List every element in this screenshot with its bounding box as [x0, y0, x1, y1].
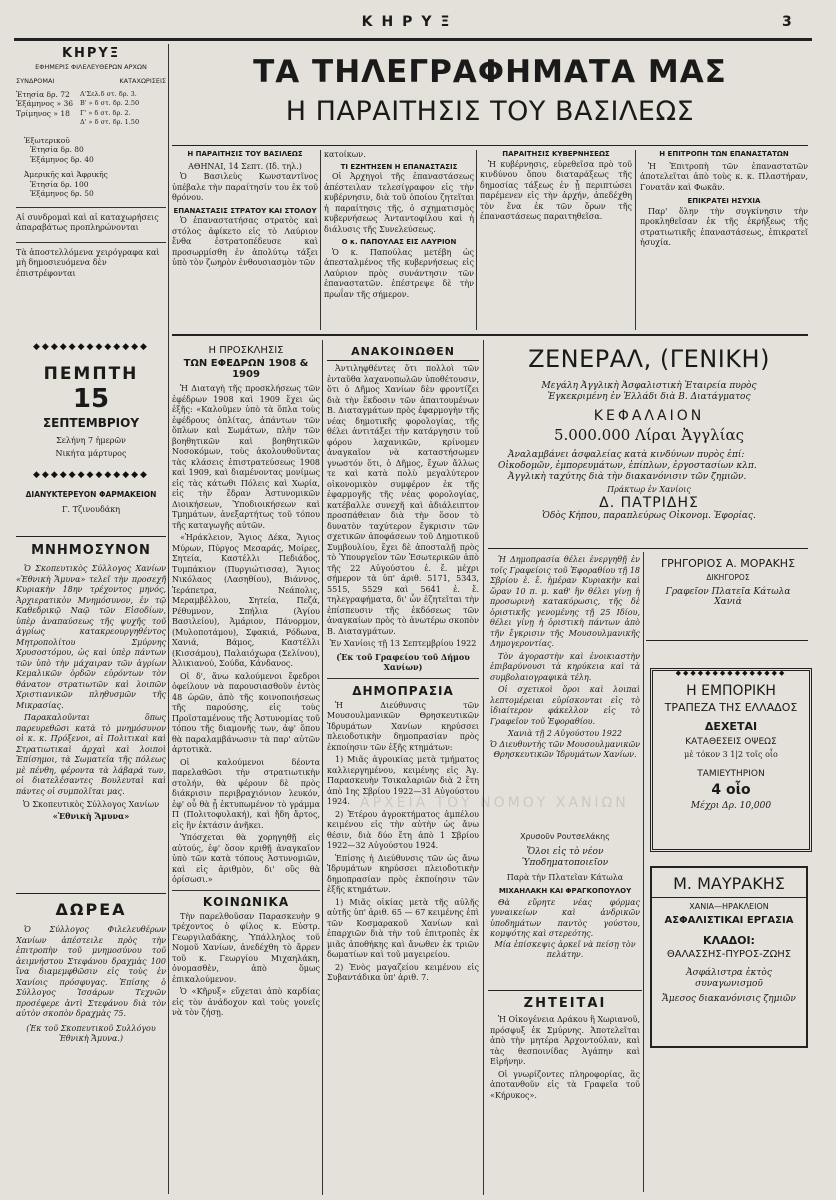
zeneral-insurance-ad [490, 345, 808, 540]
dorea-signed: (Ἐκ τοῦ Σκοπευτικοῦ Συλλόγου Ἐθνικὴ Ἄμυνα.) [26, 1023, 156, 1043]
section-rule [488, 548, 808, 549]
lawyer-name: ΓΡΗΓΟΡΙΟΣ Α. ΜΟΡΑΚΗΣ [660, 557, 796, 570]
rate-line: Ἑξάμηνος δρ. 40 [30, 154, 94, 164]
zeneral-line1: Μεγάλη Ἀγγλικὴ Ἀσφαλιστικὴ Ἑταιρεία πυρὸς [541, 381, 757, 391]
shoes-body4: Μία ἐπίσκεψις ἀρκεῖ νὰ πείσῃ τὸν πελάτην. [494, 939, 636, 959]
rate-line: Ἐτησία δρ. 80 [30, 145, 84, 154]
bank-savings-rate: 4 οἷο [711, 781, 751, 798]
telegram-col-3 [480, 150, 632, 330]
ad-rates [80, 90, 166, 128]
month: ΣΕΠΤΕΜΒΡΙΟΥ [42, 416, 140, 430]
agent-label: Πράκτωρ ἐν Χανίοις [607, 484, 691, 494]
capital-amount: 5.000.000 Λίραι Ἀγγλίας [553, 426, 745, 444]
telegram-heading: ΠΑΡΑΙΤΗΣΙΣ ΚΥΒΕΡΝΗΣΕΩΣ [502, 150, 610, 158]
mnimosynon-title: ΜΝΗΜΟΣΥΝΟΝ [31, 543, 151, 558]
paper-subtitle: ΕΦΗΜΕΡΙΣ ΦΙΛΕΛΕΥΘΕΡΩΝ ΑΡΧΩΝ [35, 63, 147, 71]
ornament-border-top: ◆◆◆◆◆◆◆◆◆◆◆◆◆◆◆ [675, 669, 787, 677]
headline-rule [172, 145, 808, 146]
rate-line: Ἐτησία δρ. 100 [30, 179, 89, 189]
mavrakis-insurance-ad [650, 866, 808, 1048]
rate-line: Γ' » δ στ. δρ. 2. [80, 108, 131, 117]
mnimosynon-body2: Παρακαλοῦνται ὅπως παρευρεθῶσι κατὰ τὸ μνημόσυνον οἱ κ. κ. Πρόξενοι, αἱ Πολιτικαὶ καὶ Στρατιωτικαὶ ἀρχαὶ καὶ λοιποὶ Ἐπίσημοι, τὰ Σωματεῖα τῆς πόλεως μὲ πένθη, φέροντα τὰ λάβαρά των, οἱ διατελέσαντες Βουλευταὶ καὶ πάντες οἱ συμπολῖται μας. [16, 713, 166, 796]
bank-deposits: ΚΑΤΑΘΕΣΕΙΣ ΟΨΕΩΣ [685, 737, 777, 747]
shoes-body: Ὅλοι εἰς τὸ νέον Ὑποδηματοποιεῖον [521, 847, 609, 868]
diamond-border-bottom: ◆◆◆◆◆◆◆◆◆◆◆◆◆ [33, 470, 149, 480]
exterior-title: Ἐξωτερικοῦ [24, 135, 70, 145]
lawyer-city: Χανιά [714, 597, 742, 607]
rate-line: Ἑξάμηνος » 36 [16, 99, 74, 108]
announcement-article [327, 345, 479, 1200]
main-subheadline: Η ΠΑΡΑΙΤΗΣΙΣ ΤΟΥ ΒΑΣΙΛΕΩΣ [285, 96, 695, 127]
bank-title: Η ΕΜΠΟΡΙΚΗ [686, 683, 776, 699]
wanted-title: ΖΗΤΕΙΤΑΙ [523, 996, 607, 1011]
telegram-body: Ἡ κυβέρνησις, εὑρεθεῖσα πρὸ τοῦ κινδύνου ὅπου διαταράξεως τῆς δημοσίας τάξεως ἐν ᾗ περιπτώσει παρέμενεν εἰς τὴν ἀρχήν, ἀπεδέχθη τὸν ἕνα ἐκ τῶν ὅρων τῆς ἐπαναστάσεως παραιτηθεῖσα. [480, 159, 632, 221]
masthead-rule [14, 38, 812, 41]
column-rule [483, 340, 484, 1195]
weekday: ΠΕΜΠΤΗ [43, 364, 139, 384]
day-number: 15 [72, 384, 110, 414]
zeneral-title: ΖΕΝΕΡΑΛ, (ΓΕΝΙΚΗ) [528, 345, 770, 373]
left-column-rule [168, 44, 169, 1194]
dorea-body: Ὁ Σύλλογος Φιλελευθέρων Χανίων ἀπέστειλε πρὸς τὴν ἐπιτροπὴν τοῦ μνημοσύνου τοῦ ἀειμνήστου Στεφάνου δραχμὰς 100 ἵνα διαμεμφθῶσιν εἰς τοὺς ἐν Χανίοις πρόσφυγας. Ἐπίσης ὁ Σύλλογος Ἰσσάρων Τεχνῶν προσέφερε ἀντὶ Στεφάνου διὰ τὸν αὐτὸν σκοπὸν δραχμὰς 75. [16, 925, 166, 1018]
bank-ad [650, 668, 812, 852]
mavrakis-line1: Ἀσφάλιστρα ἐκτὸς συναγωνισμοῦ [686, 968, 772, 989]
shoes-names: ΜΙΧΑΗΛΑΚΗ ΚΑΙ ΦΡΑΓΚΟΠΟΥΛΟΥ [498, 886, 632, 895]
note-manuscripts: Τὰ ἀποστελλόμενα χειρόγραφα καὶ μὴ δημοσιευόμενα δὲν ἐπιστρέφονται [16, 247, 160, 278]
main-headline: ΤΑ ΤΗΛΕΓΡΑΦΗΜΑΤΑ ΜΑΣ [253, 54, 727, 90]
auction-cont-signed: Ὁ Διευθυντὴς τῶν Μουσουλμανικῶν Θρησκευτικῶν Ἱδρυμάτων Χανίων. [490, 739, 640, 759]
telegram-heading: ΕΠΙΚΡΑΤΕΙ ΗΣΥΧΙΑ [687, 197, 761, 205]
column-rule [476, 150, 477, 330]
dorea-title: ΔΩΡΕΑ [55, 900, 127, 919]
social-body2: Ὁ «Κῆρυξ» εὔχεται ἀπὸ καρδίας εἰς τὸν ἀνάδοχον καὶ τοὺς γονεῖς νὰ τὸν ζήσῃ. [172, 987, 320, 1017]
mavrakis-branches-title: ΚΛΑΔΟΙ: [703, 934, 755, 947]
pharmacy-title: ΔΙΑΝΥΚΤΕΡΕΥΟΝ ΦΑΡΜΑΚΕΙΟΝ [25, 490, 157, 499]
telegram-heading: Η ΠΑΡΑΙΤΗΣΙΣ ΤΟΥ ΒΑΣΙΛΕΩΣ [187, 150, 303, 158]
auction-cont-date: Χανιὰ τῇ 2 Αὐγούστου 1922 [507, 729, 622, 738]
mnimosynon-signed2: «Ἐθνικὴ Ἄμυνα» [52, 810, 130, 821]
mnimosynon-body: Ὁ Σκοπευτικὸς Σύλλογος Χανίων «Ἐθνικὴ Ἄμυνα» τελεῖ τὴν προσεχῆ Κυριακὴν 18ην τρέχοντος μηνός, Ἀρχιερατικὸν Μνημόσυνον, ἐν τῷ Καθεδρικῷ Ναῷ τῶν Εἰσοδίων, ὑπὲρ ἀναπαύσεως τῆς ψυχῆς τοῦ ἀγρίως κατακρεουργηθέντος Μητροπολίτου Σμύρνης Χρυσοστόμου, ὡς καὶ ὑπὲρ πάντων τῶν ὑπὸ τὴν μάχαιραν τῶν ἀγρίων Κεμαλικῶν ὀρδῶν εὑρόντων τὸν θάνατον στρατιωτῶν καὶ λοιπῶν Χριστιανικῶν πληθυσμῶν τῆς Μικρασίας. [16, 564, 166, 710]
bank-title2: ΤΡΑΠΕΖΑ ΤΗΣ ΕΛΛΑΔΟΣ [664, 701, 798, 714]
wanted-ad [490, 996, 640, 1196]
telegram-body: Ὁ ἐπαναστατήσας στρατὸς καὶ στόλος ἀφίκετο εἰς τὸ Λαύριον ἔνθα ἐστρατοπέδευσε καὶ προσωρμίσθη ἐν ἀπολύτῳ τάξει ὑπὸ τὸν ζωηρὸν ἐνθουσιασμὸν τῶν [172, 216, 318, 267]
auction-body: Ἡ Διεύθυνσις τῶν Μουσουλμανικῶν Θρησκευτικῶν Ἱδρυμάτων Χανίων κηρύσσει πλειοδοτικὴν δημοπρασίαν πρὸς ἐκποίησιν τῶν ἑξῆς κτημάτων: [327, 700, 479, 752]
announcement-signed: (Ἐκ τοῦ Γραφείου τοῦ Δήμου Χανίων) [336, 651, 470, 672]
zeneral-line2: Ἐγκεκριμένη ἐν Ἑλλάδι διὰ Β. Διατάγματος [547, 391, 751, 402]
mavrakis-branches: ΘΑΛΑΣΣΗΣ-ΠΥΡΟΣ-ΖΩΗΣ [666, 949, 792, 960]
america-title: Ἀμερικῆς καὶ Ἀφρικῆς [24, 170, 108, 179]
telegram-body: Παρ' ὅλην τὴν συγκίνησιν τὴν προκληθεῖσαν ἐκ τῆς ἐκρήξεως τῆς στρατιωτικῆς ἐπαναστάσεως, ἐπικρατεῖ ἡσυχία. [640, 206, 808, 247]
page-number: 3 [782, 14, 792, 30]
wanted-body: Ἡ Οἰκογένεια Δράκου ἢ Χωριανοῦ, πρόσφυξ ἐκ Σμύρνης. Ἀποτελεῖται ἀπὸ τὴν μητέρα Ἀρχοντούλαν, καὶ τὰς θεσποινίδας Ἀγάπην καὶ Εἰρήνην. [490, 1015, 640, 1066]
pharmacy-notice [16, 490, 166, 516]
shoes-body3: Θὰ εὕρητε νέας φόρμας γυναικείων καὶ ἀνδρικῶν ὑποδημάτων παντὸς γούστου, κομψότης καὶ στερεότης. [490, 897, 640, 938]
telegram-body: Οἱ Ἀρχηγοὶ τῆς ἐπαναστάσεως ἀπέστειλαν τελεσίγραφον εἰς τὴν κυβέρνησιν, διὰ τοῦ ὁποίου ζητεῖται ἡ παραίτησις τῆς, ὁ σχηματισμὸς κυβερνήσεως Ἀνταντοφίλου καὶ ἡ διάλυσις τῆς Συνελεύσεως. [324, 172, 474, 234]
reservists-subtitle: ΤΩΝ ΕΦΕΔΡΩΝ 1908 & 1909 [183, 358, 309, 380]
social-title: ΚΟΙΝΩΝΙΚΑ [202, 894, 290, 909]
bank-accepts: ΔΕΧΕΤΑΙ [704, 720, 758, 733]
bank-ad-content [657, 683, 805, 843]
rate-line: Β' » δ στ. δρ. 2.50 [80, 99, 140, 107]
dorea-article [16, 900, 166, 1180]
announcement-date: Ἐν Χανίοις τῇ 13 Σεπτεμβρίου 1922 [329, 639, 477, 648]
zeneral-body2: Ἀγγλικὴ ταχύτης διὰ τὴν διακανόνισιν τῶν ζημιῶν. [508, 472, 747, 482]
auction-item: 1) Μιᾶς οἰκίας μετὰ τῆς αὐλῆς αὐτῆς ὑπ' ἀριθ. 65 — 67 κειμένης ἐπὶ τῶν Κοσμαρακοῦ Χανίων καὶ ἐπαρχιῶν διὰ τὴν τοῦ ἐπιτροπὲς ἐκ μιᾶς ἀποθήκης καὶ ἄνωθεν ἐκ τριῶν δωματίων καὶ τοῦ μαγειρείου. [327, 897, 479, 959]
reservists-body2: «Ἡράκλειον, Ἅγιος Δέκα, Ἅγιος Μύρων, Πύργος Μεσαράς, Μοίρες, Σητεία, Καστέλλι Πεδιάδος, Τυμπάκιον (Πυργιώτισσα), Ἅγιος Νικόλαος (Λασηθίου), Βιάννος, Ἱεράπετρα, Νεάπολις, Μεραμβέλλου, Σητεία, Πεζά, Ρέθυμνον, Σπήλια (Ἁγίου Βασιλείου), Ἀμάριον, Πάνορμον, (Μυλοποτάμου), Σφακιά, Ρόδωνα, Χανιά, Βάμος, Καστέλλι (Κισσάμου), Παλαιόχωρα (Σελίνου), Ἀλικιανού, Σούδα, Κάνδανος. [172, 533, 320, 668]
telegram-body: Ὁ Βασιλεὺς Κωνσταντῖνος ὑπέβαλε τὴν παραίτησίν του ἐκ τοῦ θρόνου. [172, 172, 318, 202]
lawyer-job: ΔΙΚΗΓΟΡΟΣ [706, 573, 750, 582]
capital-title: ΚΕΦΑΛΑΙΟΝ [593, 408, 705, 424]
ads-heading: ΚΑΤΑΧΩΡΙΣΕΙΣ [119, 77, 166, 85]
reservists-body4: Οἱ καλούμενοι δέοντα παρελαθῶσι τὴν στρατιωτικὴν στολήν, θὰ φέρουν δὲ πρὸς διάκρισιν περιβραχιόνιον λευκόν, ἐφ' οὗ θὰ ᾖ ἐκτυπωμένον τὸ γράμμα Π (Πολιτοφυλακή), καὶ ἤδη ἄρτος, εἰς ἣν ἐκτάσιν ἀνῆκει. [172, 757, 320, 830]
telegram-heading: Η ΕΠΙΤΡΟΠΗ ΤΩΝ ΕΠΑΝΑΣΤΑΤΩΝ [659, 150, 789, 158]
shoes-body2: Παρὰ τὴν Πλατεῖαν Κάτωλα [506, 873, 624, 882]
social-body: Τὴν παρελθοῦσαν Παρασκευὴν 9 τρέχοντος ὁ φίλος κ. Εὐστρ. Γεωργιλαδάκης, Ὑπάλληλος τοῦ Νομοῦ Χανίων, ἀνεδέχθη τὸ ἄρρεν τοῦ κ. Γεωργίου Μιχαηλάκη, ὀνομασθὲν, ἀπὸ ὅμως ἐπικαλούμενον. [172, 911, 320, 984]
rate-line: Τρίμηνος » 18 [16, 108, 70, 118]
shoes-ad [490, 832, 640, 960]
auction-cont-body2: Τὸν ἀγοραστὴν καὶ ἐνοικιαστὴν ἐπιβαρύνουσι τὰ κηρύκεια καὶ τὰ συμβολαιογραφικὰ τέλη. [490, 651, 640, 682]
date-box [16, 356, 166, 466]
masthead-name: ΚΗΡΥΞ [361, 14, 459, 30]
reservists-body: Ἡ Διαταγὴ τῆς προσκλήσεως τῶν ἐφέδρων 1908 καὶ 1909 ἔχει ὡς ἑξῆς: «Καλοῦμεν ὑπὸ τὰ ὅπλα τοὺς ἐφέδρους ὁπλίτας, ἁπάντων τῶν ὅπλων καὶ Σωμάτων, πλὴν τῶν βοηθητικῶν καὶ βοηθητικῶν Νοσοκόμων, τοὺς ἀκολουθοῦντας τὰς κλάσεις ἐπιστρατεύσεως 1908 καὶ 1909, καὶ διαμένοντας μονίμως εἰς τὰς κάτωθι Πόλεις καὶ Χωρία, εἰς τὴν ἕδραν Ἀστυνομικῶν Διοικήσεων, Ὑποδιοικήσεων καὶ Τμημάτων, ἀνεξαρτήτως τοῦ τόπου τῆς καταγωγῆς αὐτῶν. [172, 384, 320, 530]
mnimosynon-signed: Ὁ Σκοπευτικὸς Σύλλογος Χανίων [22, 800, 160, 809]
note-prepayment: Αἱ συνδρομαὶ καὶ αἱ καταχωρήσεις ἀπαραβάτως προπληρώνονται [16, 212, 159, 232]
zeneral-body: Ἀναλαμβάνει ἀσφαλείας κατὰ κινδύνων πυρὸς ἐπί: Οἰκοδομῶν, ἐμπορευμάτων, ἐπίπλων, ἐργοστασίων κλπ. [498, 450, 757, 471]
mavrakis-business: ΑΣΦΑΛΙΣΤΙΚΑΙ ΕΡΓΑΣΙΑ [664, 915, 794, 926]
column-rule [635, 150, 636, 330]
wanted-body2: Οἱ γνωρίζοντες πληροφορίας, ἂς ἀποτανθοῦν εἰς τὰ Γραφεῖα τοῦ «Κήρυκος». [490, 1069, 640, 1100]
auction-cont-body: Ἡ Δημοπρασία θέλει ἐνεργηθῇ ἐν τοῖς Γραφείοις τοῦ Ἐφοραθίου τῇ 18 Σβρίου ἐ. ἔ. ἡμέραν Κυριακὴν καὶ ὥραν 10 π. μ. καθ' ἣν θέλει γίνῃ ἡ προσωρινὴ κατακύρωσις, τῆς δὲ ὁριστικῆς γενομένης τῇ 25 Ιδίου, θέλει γίνῃ ἡ ὁριστικὴ πάντων ἀπὸ τῆν ἔγκρισιν τῆς Μουσουλμανικῆς Δημογεροντίας. [490, 555, 640, 648]
moon-phase: Σελήνη 7 ἡμερῶν [56, 436, 126, 445]
diamond-border-top: ◆◆◆◆◆◆◆◆◆◆◆◆◆ [33, 342, 149, 352]
paper-name: ΚΗΡΥΞ [61, 46, 121, 61]
rate-line: Δ' » δ στ. δρ. 1.50 [80, 118, 140, 126]
pharmacy-name: Γ. Τζινουδάκη [62, 505, 120, 514]
bank-rate: μὲ τόκον 3 1|2 τοῖς οἷο [684, 750, 778, 759]
divider [16, 893, 166, 894]
section-rule [172, 334, 808, 336]
agent-name: Δ. ΠΑΤΡΙΔΗΣ [599, 495, 699, 511]
auction-body2: Ἐπίσης ἡ Διεύθυνσις τῶν ὡς ἄνω Ἱδρυμάτων κηρύσσει πλειοδοτικὴν δημοπρασίαν πρὸς ἐκποίησιν τῶν ἑξῆς κτημάτων. [327, 853, 479, 894]
lawyer-ad [648, 557, 808, 637]
telegram-dateline: ΑΘΗΝΑΙ, 14 Σεπτ. (Ιδ. τηλ.) [188, 161, 302, 171]
bank-limit: Μέχρι Δρ. 10,000 [690, 800, 772, 811]
mavrakis-line2: Ἄμεσος διακανόνισις ζημιῶν [662, 994, 796, 1004]
saint-of-day: Νικήτα μάρτυρος [55, 448, 127, 458]
rate-line: Ἐτησία δρ. 72 [16, 89, 70, 99]
lawyer-office: Γραφεῖον Πλατεῖα Κάτωλα [665, 586, 791, 597]
auction-cont-body3: Οἱ σχετικοὶ ὅροι καὶ λοιπαὶ λεπτομέρειαι εὑρίσκονται εἰς τὸ ἰδιαίτερον φάκελλον εἰς τὸ Γραφεῖον τοῦ Ἐφοραθίου. [490, 685, 640, 726]
announcement-body: Ἀντιληφθέντες ὅτι πολλοὶ τῶν ἐνταῦθα λαχανοπωλῶν ὑποθέτουσιν, ὅτι ὁ Δῆμος Χανίων δὲν φροντίζει διὰ τὴν ἔκδοσιν τῶν ἀπαιτουμένων Β. Διαταγμάτων πρὸς ἐφαρμογὴν τῆς νέας δημοτικῆς φορολογίας, τῆς θέλει ἀντιτάξει τὴν κατάργησιν τοῦ φόρου λαχανικῶν, κρίνομεν ἀναγκαῖον νὰ καταστήσωμεν γνωστόν ὅτι, ὁ Δῆμος, ἔχων ἄλλως τε καὶ κατὰ πολὺ μεγαλύτερον οἰκονομικὸν συμφέρον ἐκ τῆς ἐφαρμογῆς τῆς νέας φορολογίας, κατέβαλλε συνεχῆ καὶ ἀδιάλειπτον προσπάθειαν διὰ τὴν ὅσον τὸ δυνατὸν ταχύτερον ἔγκρισιν τῶν σχετικῶν ἀποφάσεων τοῦ Δημοτικοῦ Συμβουλίου, ἔχει δὲ ἀποσταλῇ πρὸς τὸ Ὑπουργεῖον τῶν Ἐσωτερικῶν ἀπὸ τῆς 22 Αὐγούστου ἐ. ἔ. μέχρι σήμερον τὰ ὑπ' ἀριθ. 5171, 5343, 5515, 5529 καὶ 5641 ἐ. ἔ. τηλεγραφήματα, δι' ὧν ἐζητεῖται τὴν ἐπίσπευσιν τῆς ἐκδόσεως τῶν ἀναγκαίων πρὸς τὸ ἀνωτέρω σκοπὸν Β. Διαταγμάτων. [327, 364, 479, 636]
telegram-heading: ΕΠΑΝΑΣΤΑΣΙΣ ΣΤΡΑΤΟΥ ΚΑΙ ΣΤΟΛΟΥ [173, 206, 317, 215]
column-rule [322, 340, 323, 1195]
reservists-article [172, 345, 320, 1200]
auction-item: 2) Ἑνὸς μαγαζείου κειμένου εἰς Συβαντάδικα ὑπ' ἀριθ. 7. [327, 962, 479, 982]
shoes-title: Χρυσοῦν Ρουτσελάκης [520, 832, 610, 841]
telegram-heading: Ο κ. ΠΑΠΟΥΛΑΣ ΕΙΣ ΛΑΥΡΙΟΝ [341, 238, 457, 246]
header-box [16, 46, 166, 328]
telegram-body: Ὁ κ. Παπούλας μετέβη ὡς ἀπεσταλμένος τῆς κυβερνήσεως εἰς Λαύριον πρὸς συνάντησιν τῶν ἐπαναστατῶν. ἐπέστρεψε δὲ τὴν πρωΐαν τῆς σήμερον. [324, 247, 474, 299]
telegram-col-1 [172, 150, 318, 330]
announcement-title: ΑΝΑΚΟΙΝΩΘΕΝ [327, 345, 479, 361]
column-rule [643, 552, 644, 1192]
mavrakis-name: Μ. ΜΑΥΡΑΚΗΣ [652, 874, 806, 898]
reservists-body3: Οἱ δ', ἄνω καλούμενοι ἔφεδροι ὀφείλουν νὰ παρουσιασθοῦν ἐντὸς 48 ὡρῶν, ἀπὸ τῆς κοινοποιήσεως τῆς παρούσης, εἰς τοὺς Προϊσταμένους τῆς Ἀστυνομίας τοῦ τόπου τῆς διαμονῆς των, ἀφ' ὅπου θὰ παραλαμβάνωσιν τὰ παρ' αὐτῶν ἀρτοτικὰ. [172, 671, 320, 754]
column-rule [320, 150, 321, 330]
telegram-heading: ΤΙ ΕΖΗΤΗΣΕΝ Η ΕΠΑΝΑΣΤΑΣΙΣ [340, 162, 458, 171]
telegram-body: Ἡ Ἐπιτροπὴ τῶν ἐπαναστατῶν ἀποτελεῖται ἀπὸ τοὺς κ. κ. Πλαστήραν, Γονατᾶν καὶ Φωκᾶν. [640, 161, 808, 192]
auction-title: ΔΗΜΟΠΡΑΣΙΑ [352, 683, 454, 698]
mavrakis-cities: ΧΑΝΙΑ—ΗΡΑΚΛΕΙΟΝ [689, 902, 769, 911]
subscriptions-heading: ΣΥΝΔΡΟΜΑΙ [16, 77, 55, 85]
divider [16, 536, 166, 537]
reservists-title: Η ΠΡΟΣΚΛΗΣΙΣ [208, 345, 284, 356]
subscription-rates [16, 90, 76, 128]
bank-savings: ΤΑΜΙΕΥΤΗΡΙΟΝ [697, 768, 765, 779]
telegram-col-4 [640, 150, 808, 330]
rate-line: Α'Σελ.δ στ. δρ. 3. [80, 89, 137, 98]
telegram-col-2 [324, 150, 474, 330]
divider [488, 990, 642, 991]
telegram-body: κατοίκων. [324, 150, 366, 159]
auction-continued [490, 555, 640, 825]
reservists-body5: Ὑπόσχεται θὰ χορηγηθῇ εἰς αὐτούς, ἐφ' ὅσον κριθῇ ἀναγκαῖον ὑπὸ τῶν κατὰ τόπους Ἀστυνομιῶν, καὶ εἰς ἀριθμὸν, δι' οὓς θὰ ὁρίσωσι.» [172, 833, 320, 884]
archive-watermark: ΑΡΧΕΙΑ ΤΟΥ ΝΟΜΟΥ ΧΑΝΙΩΝ [360, 795, 629, 811]
divider [646, 640, 808, 641]
agent-address: Ὁδὸς Κήπου, παραπλεύρως Οἰκονομ. Ἐφορίας. [542, 511, 756, 521]
auction-item: 2) Ἑτέρου ἀγροκτήματος ἀμπέλου κειμένου εἰς τὴν αὐτὴν ὡς ἄνω θέσιν, διὰ δύο ἔτη ἀπὸ 1 Σβρίου 1922—32 Αὐγούστου 1924. [327, 809, 479, 850]
mnimosynon-article [16, 543, 166, 888]
rate-line: Ἑξάμηνος δρ. 50 [30, 189, 94, 198]
auction-item: 1) Μιᾶς ἀγροικίας μετὰ τμήματος καλλιεργημένου, κειμένης εἰς Ἀγ. Παρασκευὴν Τσικαλαριῶν διὰ 2 ἔτη ἀπὸ 1ης Σβρίου 1922—31 Αὐγούστου 1924. [327, 755, 479, 806]
